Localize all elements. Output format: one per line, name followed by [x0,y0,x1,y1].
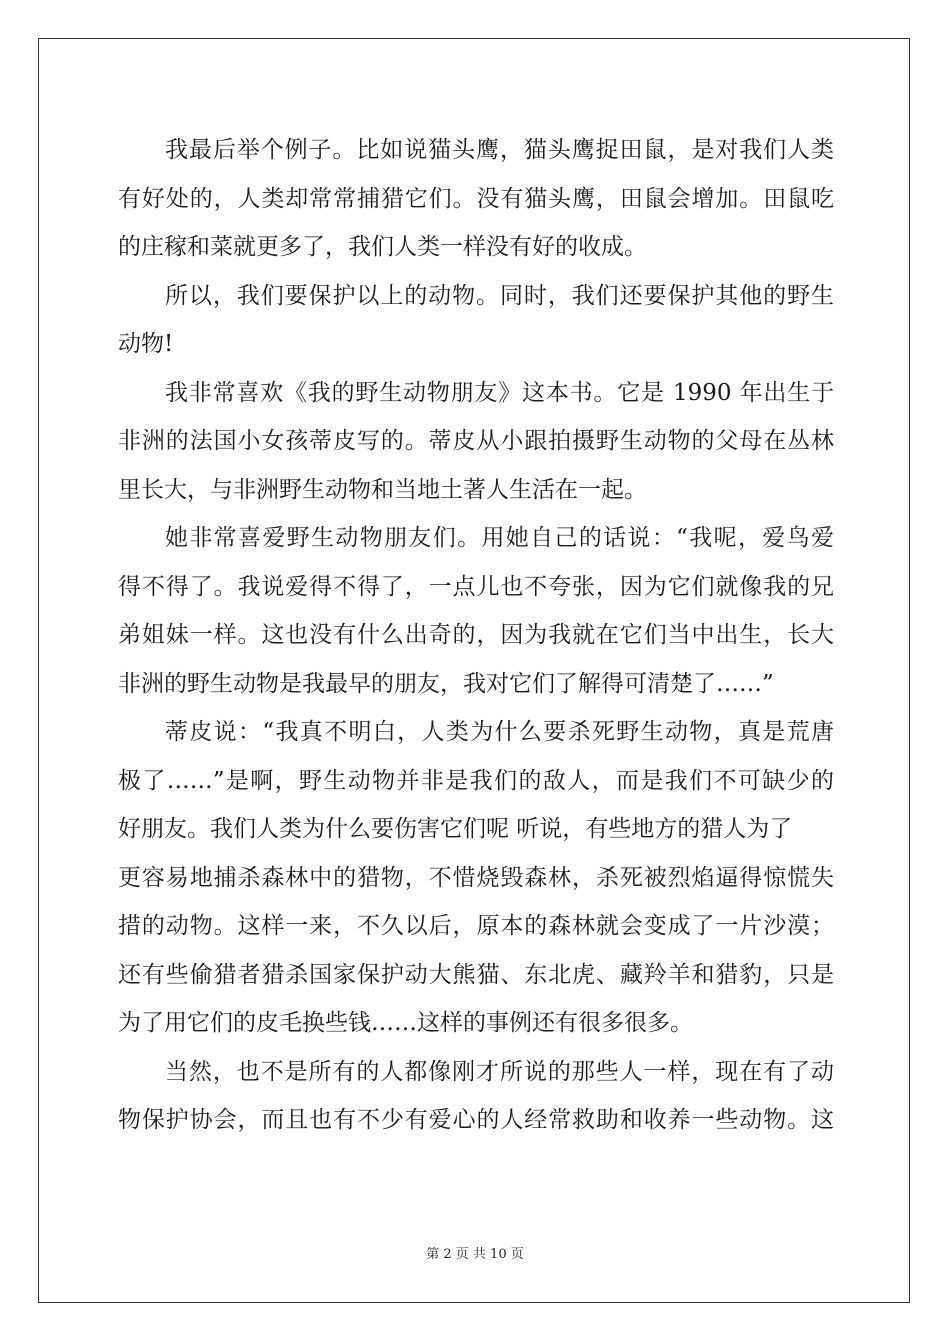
paragraph-line: 当然，也不是所有的人都像刚才所说的那些人一样，现在有了动 [165,1058,834,1085]
paragraph-line: 蒂皮说：“我真不明白，人类为什么要杀死野生动物，真是荒唐 [165,719,834,745]
page-number-footer: 第 2 页 共 10 页 [426,1247,524,1262]
paragraph-line: 的庄稼和菜就更多了，我们人类一样没有好的收成。 [118,234,647,260]
paragraph-line: 我最后举个例子。比如说猫头鹰，猫头鹰捉田鼠，是对我们人类 [165,137,834,163]
paragraph-line: 为了用它们的皮毛换些钱……这样的事例还有很多很多。 [118,1010,693,1036]
paragraph-line: 物保护协会，而且也有不少有爱心的人经常救助和收养一些动物。这 [118,1107,834,1133]
paragraph-line: 非洲的野生动物是我最早的朋友，我对它们了解得可清楚了……” [118,670,774,697]
paragraph-line: 非洲的法国小女孩蒂皮写的。蒂皮从小跟拍摄野生动物的父母在丛林 [118,428,834,454]
paragraph-line: 极了……”是啊，野生动物并非是我们的敌人，而是我们不可缺少的 [118,767,834,794]
paragraph-line: 她非常喜爱野生动物朋友们。用她自己的话说：“我呢，爱鸟爱 [165,525,834,551]
paragraph-line: 措的动物。这样一来，不久以后，原本的森林就会变成了一片沙漠； [118,913,834,939]
paragraph-line: 更容易地捕杀森林中的猎物，不惜烧毁森林，杀死被烈焰逼得惊慌失 [118,864,834,891]
paragraph-line: 我非常喜欢《我的野生动物朋友》这本书。它是 1990 年出生于 [165,379,834,406]
paragraph-line: 所以，我们要保护以上的动物。同时，我们还要保护其他的野生 [165,282,834,309]
paragraph-line: 好朋友。我们人类为什么要伤害它们呢 听说，有些地方的猎人为了 [118,816,793,842]
paragraph-line: 还有些偷猎者猎杀国家保护动大熊猫、东北虎、藏羚羊和猎豹，只是 [118,961,834,988]
paragraph-line: 得不得了。我说爱得不得了，一点儿也不夸张，因为它们就像我的兄 [118,573,834,600]
paragraph-line: 弟姐妹一样。这也没有什么出奇的，因为我就在它们当中出生，长大 [118,622,834,648]
document-body [118,126,834,1145]
paragraph-line: 里长大，与非洲野生动物和当地土著人生活在一起。 [118,476,647,503]
paragraph-line: 动物! [118,331,174,357]
paragraph-line: 有好处的，人类却常常捕猎它们。没有猫头鹰，田鼠会增加。田鼠吃 [118,185,834,212]
